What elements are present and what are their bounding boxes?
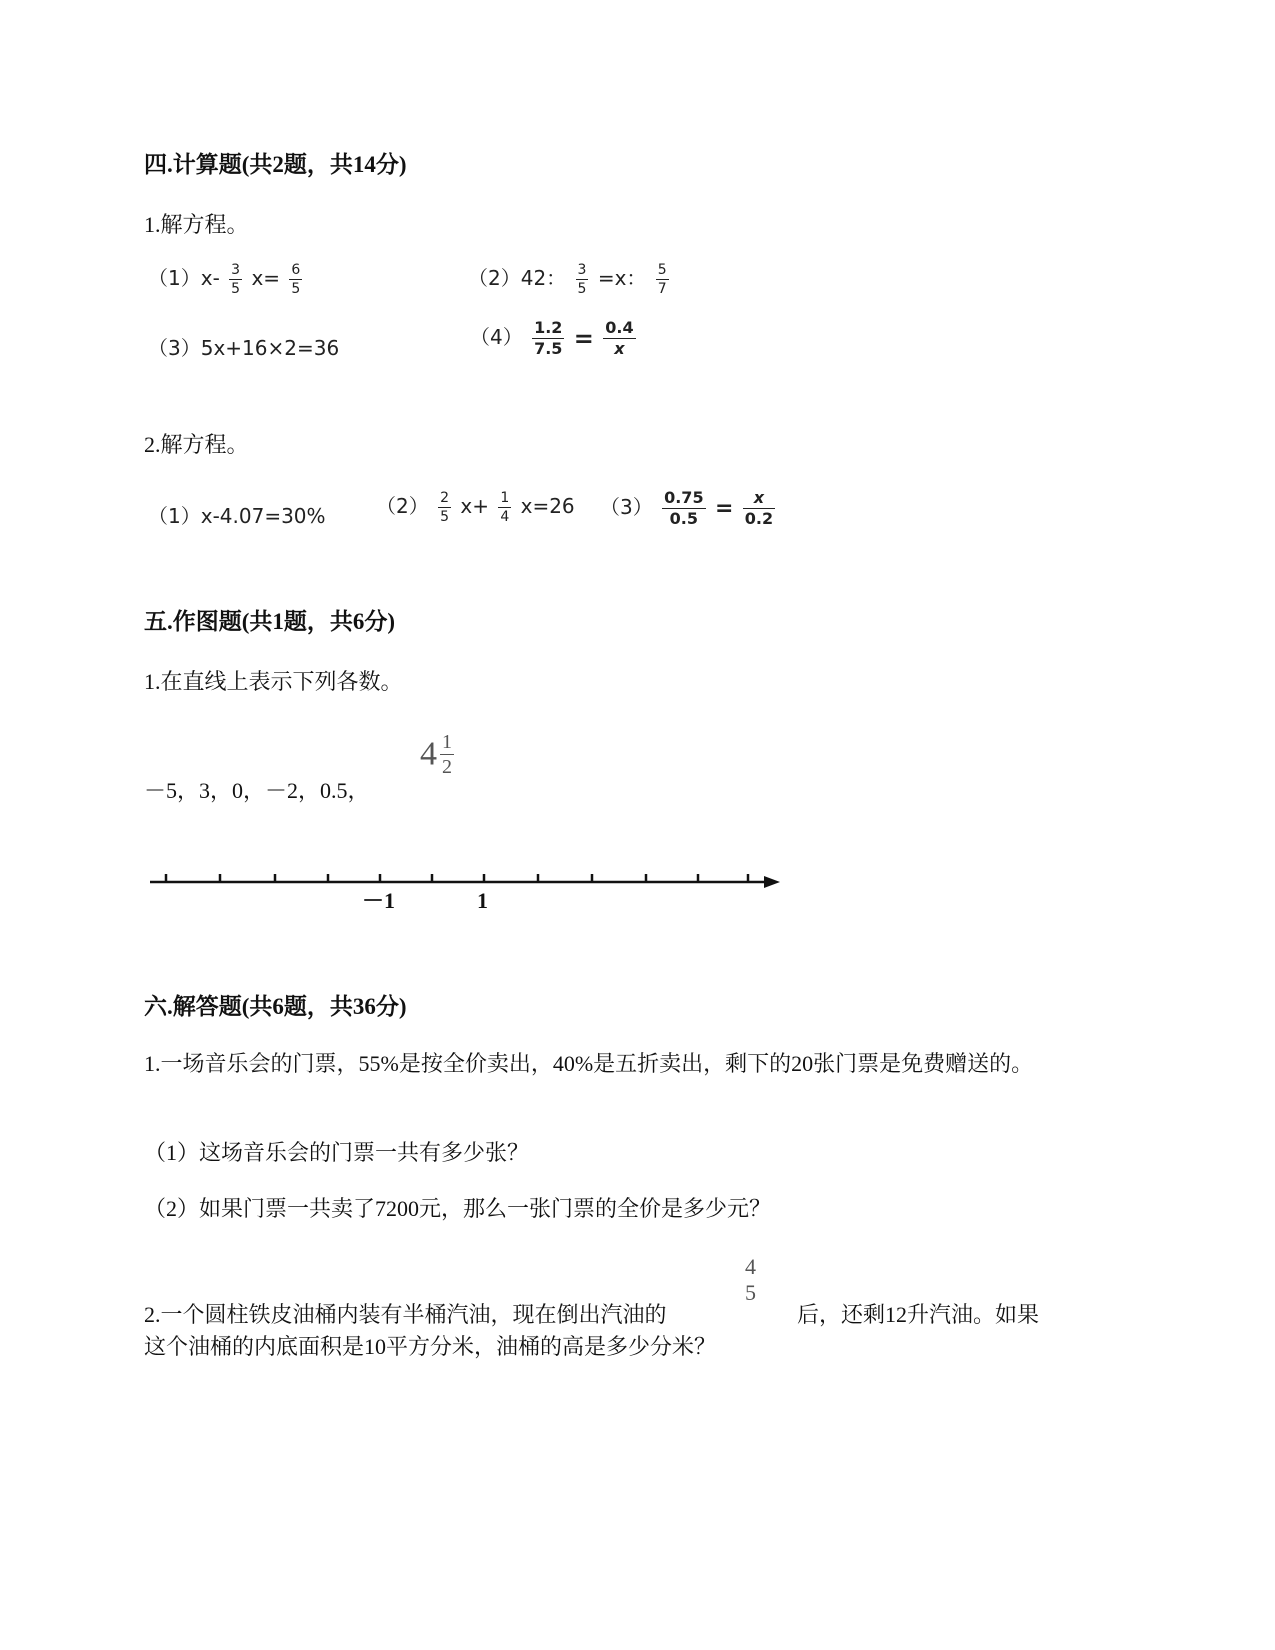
equation-label: （2） (468, 266, 521, 290)
equation-text: =x： (597, 266, 647, 290)
question-6-1-part-2: （2）如果门票一共卖了7200元，那么一张门票的全价是多少元？ (144, 1196, 772, 1221)
question-6-2-line-2: 这个油桶的内底面积是10平方分米，油桶的高是多少分米？ (144, 1334, 717, 1359)
equation-4-1-3 (148, 332, 339, 361)
equation-text: x+ (460, 494, 489, 518)
number-line (140, 860, 800, 920)
mixed-number (420, 732, 457, 777)
equation-4-2-2 (376, 490, 575, 524)
question-6-2-part-b: 后，还剩12升汽油。如果 (797, 1302, 1040, 1327)
fraction: $\frac{3}{5}$ (577, 262, 587, 297)
section-5-title: 五.作图题(共1题，共6分) (144, 609, 396, 634)
equation-text: x-4.07=30% (200, 504, 326, 528)
equation-text: x= (251, 266, 281, 290)
fraction: $\frac{x}{0.2}$ (744, 488, 774, 528)
question-5-1-stem: 1.在直线上表示下列各数。 (144, 669, 403, 694)
equation-text: x- (200, 266, 220, 290)
equation-label: （3） (148, 336, 201, 360)
fraction: $\frac{1.2}{7.5}$ (534, 318, 563, 358)
question-6-1-stem: 1.一场音乐会的门票，55%是按全价卖出，40%是五折卖出，剩下的20张门票是免费赠送的。 (144, 1051, 1034, 1076)
equation-4-2-3 (600, 490, 778, 527)
question-4-2-stem: 2.解方程。 (144, 432, 249, 457)
fraction: $\frac{6}{5}$ (291, 262, 301, 297)
question-4-1-stem: 1.解方程。 (144, 212, 249, 237)
equation-text: x=26 (520, 494, 575, 518)
question-6-1-part-1: （1）这场音乐会的门票一共有多少张？ (144, 1140, 530, 1165)
question-6-2-part-a: 2.一个圆柱铁皮油桶内装有半桶汽油，现在倒出汽油的 (144, 1302, 667, 1327)
fraction: $\frac{5}{7}$ (657, 262, 667, 297)
equation-4-1-1 (148, 262, 305, 296)
fraction: $\frac{1}{2}$ (442, 731, 452, 778)
equation-label: （3） (600, 495, 653, 519)
equals-sign: = (573, 324, 594, 353)
mixed-whole: 4 (420, 735, 437, 773)
equation-text: 42： (520, 266, 567, 290)
equation-4-2-1 (148, 500, 326, 529)
equation-4-1-4 (470, 320, 639, 357)
axis-arrow (764, 876, 780, 888)
fraction: $\frac{3}{5}$ (231, 262, 241, 297)
number-list: －5，3，0，－2，0.5， (144, 778, 370, 803)
equation-label: （2） (376, 494, 429, 518)
axis-label-neg1: －1 (362, 888, 396, 913)
question-6-2-fraction (740, 1256, 761, 1304)
fraction: $\frac{2}{5}$ (440, 490, 450, 525)
section-6-title: 六.解答题(共6题，共36分) (144, 994, 407, 1019)
fraction: 4 5 (745, 1254, 756, 1305)
fraction: $\frac{0.75}{0.5}$ (664, 488, 704, 528)
fraction: $\frac{1}{4}$ (500, 490, 510, 525)
equation-4-1-2 (468, 262, 672, 296)
fraction: $\frac{0.4}{x}$ (605, 318, 634, 358)
equation-text: 5x+16×2=36 (200, 336, 340, 360)
equation-label: （1） (148, 504, 201, 528)
axis-label-1: 1 (477, 888, 488, 913)
equals-sign: = (714, 496, 734, 521)
equation-label: （1） (148, 266, 201, 290)
section-4-title: 四.计算题(共2题，共14分) (144, 152, 407, 177)
equation-label: （4） (470, 325, 523, 349)
